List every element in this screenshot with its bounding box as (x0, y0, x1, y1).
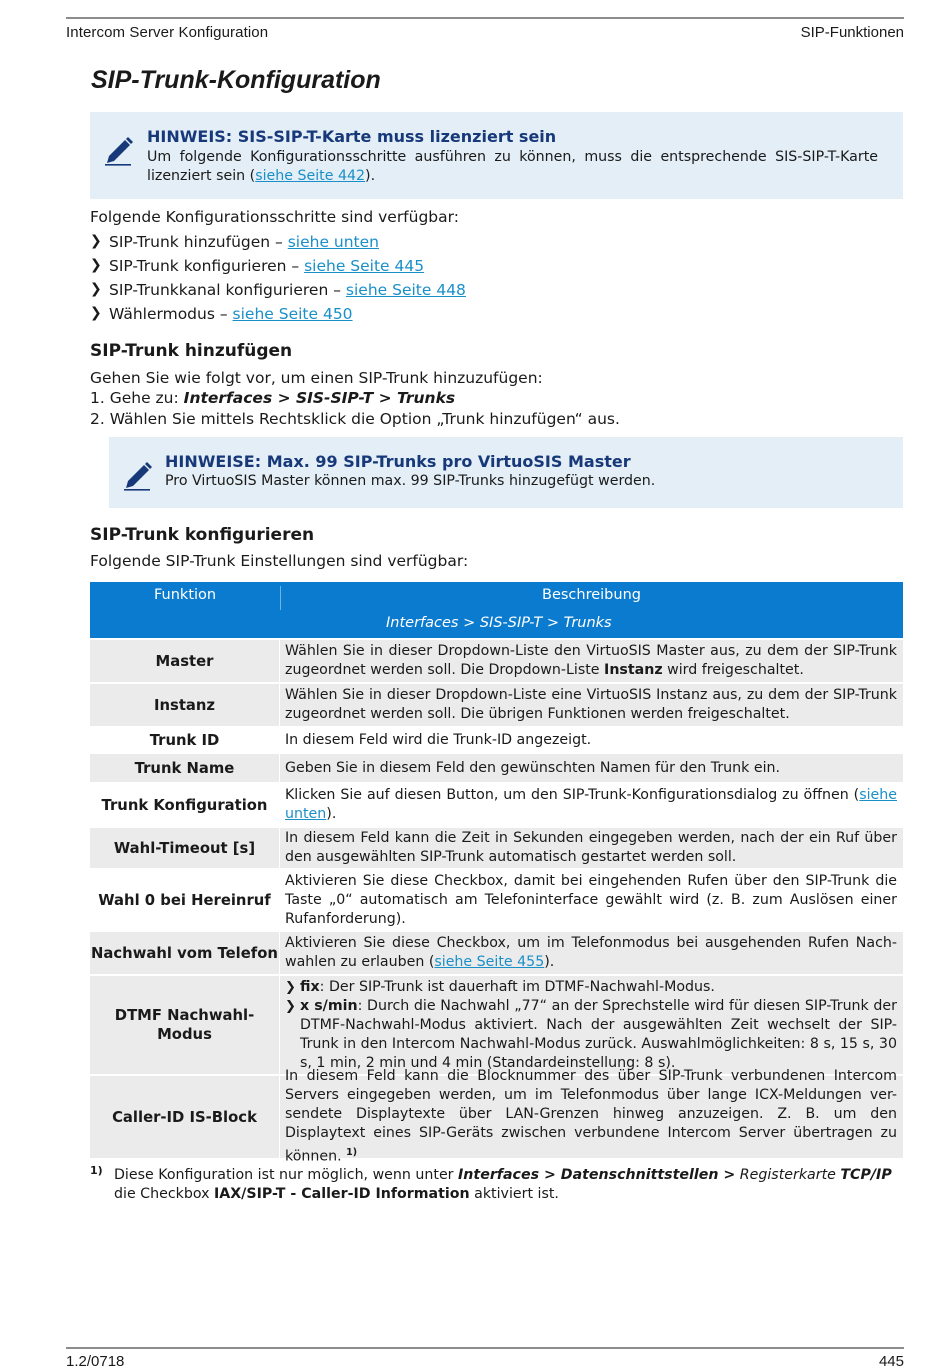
footnote-mark: 1) (90, 1164, 103, 1177)
page-title: SIP-Trunk-Konfiguration (91, 66, 381, 94)
table-row (90, 932, 903, 974)
step-link[interactable]: siehe Seite 445 (304, 257, 425, 275)
chevron-right-icon: ❯ (90, 305, 102, 321)
page-number: 445 (878, 1353, 904, 1370)
table-subheader (90, 610, 903, 638)
row-description: Wählen Sie in dieser Dropdown-Liste eine VirtuoSIS Instanz aus, zu dem der SIP-Trunk zugeordnet werden soll. Die übrigen Funktionen werden freigeschaltet. (280, 684, 903, 726)
table-row (90, 640, 903, 682)
note-body: Pro VirtuoSIS Master können max. 99 SIP-Trunks hinzugefügt werden. (165, 473, 656, 489)
row-link[interactable]: siehe unten (285, 787, 897, 822)
list-item: ❯ SIP-Trunk hinzufügen – siehe unten (90, 233, 379, 251)
row-description: Klicken Sie auf diesen Button, um den SIP-Trunk-Konfigurationsdialog zu öffnen (siehe unten). (285, 787, 897, 822)
section-intro: Folgende SIP-Trunk Einstellungen sind verfügbar: (90, 552, 469, 570)
row-description: In diesem Feld wird die Trunk-ID angezeigt. (285, 731, 592, 748)
chevron-right-icon: ❯ (90, 257, 102, 273)
row-label: DTMF Nachwahl-Modus (90, 976, 279, 1074)
table-row (90, 1068, 903, 1165)
row-description: Aktivieren Sie diese Checkbox, damit bei eingehenden Rufen über den SIP-Trunk die Taste „0“ automatisch am Telefoninterface gewählt wird (z. B. zum Auslösen einer Rufanforderung). (285, 872, 897, 927)
footnote-text: Diese Konfiguration ist nur möglich, wenn unter Interfaces > Datenschnittstellen > Registerkarte TCP/IP die Checkbox IAX/SIP-T - Caller-ID Information aktiviert ist. (114, 1167, 892, 1202)
note-title: HINWEIS: SIS-SIP-T-Karte muss lizenziert sein (147, 127, 557, 146)
section-intro: Gehen Sie wie folgt vor, um einen SIP-Trunk hinzuzufügen: (90, 369, 543, 387)
row-label: Master (90, 640, 279, 682)
running-header-left: Intercom Server Konfiguration (66, 24, 269, 41)
row-label: Instanz (90, 684, 279, 726)
column-header: Funktion (154, 587, 217, 603)
list-item: ❯ x s/min: Durch die Nachwahl „77“ an der Sprechstelle wird für diesen SIP-Trunk der DTMF-Nachwahl-Modus aktiviert. Nach der ausgewählten Zeit wechselt der SIP-Trunk in den Intercom Nachwahl-Modus zurück. Auswahlmöglichkeiten: 8 s, 15 s, 30 s, 1 min, 2 min und 4 min (Standardeinstellung: 8 s). (285, 997, 897, 1071)
table-row (90, 728, 903, 752)
note-body: Um folgende Konfigurationsschritte ausführen zu können, muss die entsprechende SIS-SIP-T-Karte lizenziert sein (siehe Seite 442). (147, 149, 878, 184)
footnote-ref: 1) (346, 1147, 358, 1159)
license-note (90, 112, 903, 199)
version-label: 1.2/0718 (66, 1353, 125, 1370)
instruction-step: 2. Wählen Sie mittels Rechtsklick die Option „Trunk hinzufügen“ aus. (90, 410, 620, 428)
footer-rule (66, 1347, 904, 1349)
header-divider (280, 586, 281, 610)
chevron-right-icon: ❯ (285, 998, 296, 1014)
chevron-right-icon: ❯ (90, 233, 102, 249)
list-item: ❯ SIP-Trunkkanal konfigurieren – siehe Seite 448 (90, 281, 466, 299)
pencil-note-icon (103, 132, 135, 166)
instruction-step: 1. Gehe zu: Interfaces > SIS-SIP-T > Trunks (90, 389, 456, 407)
section-heading: SIP-Trunk hinzufügen (90, 341, 293, 361)
note-title: HINWEISE: Max. 99 SIP-Trunks pro VirtuoSIS Master (165, 452, 631, 471)
menu-path: Interfaces > SIS-SIP-T > Trunks (183, 389, 456, 407)
header-rule (66, 17, 904, 19)
row-label: Wahl 0 bei Hereinruf (98, 891, 271, 909)
column-header: Beschreibung (542, 587, 641, 603)
table-row (90, 870, 903, 930)
page-link[interactable]: siehe Seite 442 (255, 168, 366, 184)
list-item: ❯ SIP-Trunk konfigurieren – siehe Seite 445 (90, 257, 425, 275)
row-label: Trunk Name (90, 754, 279, 782)
table-header (90, 582, 903, 610)
table-row (90, 828, 903, 868)
table-row (90, 684, 903, 726)
steps-intro: Folgende Konfigurationsschritte sind verfügbar: (90, 208, 459, 226)
running-header-right: SIP-Funktionen (800, 24, 904, 41)
table-path: Interfaces > SIS-SIP-T > Trunks (386, 615, 612, 631)
limit-note (109, 437, 903, 508)
row-description: Wählen Sie in dieser Dropdown-Liste den VirtuoSIS Master aus, zu dem der SIP-Trunk zugeordnet werden soll. Die Dropdown-Liste Instanz wird freigeschaltet. (280, 640, 903, 682)
row-description (280, 976, 903, 1074)
row-link[interactable]: siehe Seite 455 (434, 954, 545, 970)
step-link[interactable]: siehe unten (287, 233, 379, 251)
chevron-right-icon: ❯ (90, 281, 102, 297)
table-row (90, 754, 903, 782)
row-description: Geben Sie in diesem Feld den gewünschten Namen für den Trunk ein. (280, 754, 903, 782)
section-heading: SIP-Trunk konfigurieren (90, 525, 315, 545)
pencil-note-icon (122, 457, 154, 491)
table-row (90, 784, 903, 826)
row-label: Nachwahl vom Telefon (90, 932, 279, 974)
step-link[interactable]: siehe Seite 450 (232, 305, 353, 323)
list-item: ❯ Wählermodus – siehe Seite 450 (90, 305, 353, 323)
chevron-right-icon: ❯ (285, 979, 296, 995)
row-label: Wahl-Timeout [s] (90, 828, 279, 868)
row-description: In diesem Feld kann die Zeit in Sekunden eingegeben werden, nach der ein Ruf über den ausgewählten SIP-Trunk automatisch gestartet werden soll. (280, 828, 903, 868)
row-label: Trunk ID (149, 731, 220, 749)
row-label: Trunk Konfiguration (101, 796, 268, 814)
row-description: Aktivieren Sie diese Checkbox, um im Telefonmodus bei ausgehenden Rufen Nach-wahlen zu erlauben (siehe Seite 455). (280, 932, 903, 974)
row-label: Caller-ID IS-Block (90, 1076, 279, 1158)
list-item: ❯ fix: Der SIP-Trunk ist dauerhaft im DTMF-Nachwahl-Modus. (285, 978, 715, 995)
row-description: In diesem Feld kann die Blocknummer des über SIP-Trunk verbundenen Intercom Servers eingegeben werden, um im Telefonmodus über lange ICX-Meldungen ver-sendete Displaytexte über LAN-Grenzen hinweg anzuzeigen. Z. B. um den Displaytext eines SIP-Geräts zwischen verbundene Intercom Server übertragen zu können. $^{1)}$ (280, 1076, 903, 1158)
table-row (90, 976, 903, 1074)
step-link[interactable]: siehe Seite 448 (345, 281, 466, 299)
